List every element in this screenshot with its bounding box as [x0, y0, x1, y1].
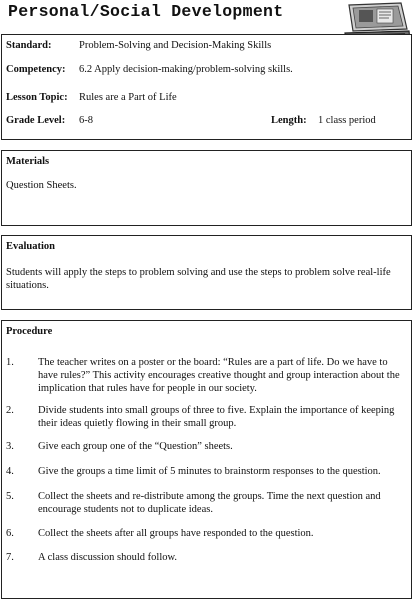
list-item-text: Give each group one of the “Question” sheets.	[38, 441, 233, 452]
evaluation-title: Evaluation	[6, 241, 56, 252]
grade-level-label: Grade Level:	[6, 115, 66, 126]
list-item-text: Collect the sheets and re-distribute among the groups. Time the next question and encourage students not to duplicate ideas.	[38, 491, 381, 515]
standard-value: Problem-Solving and Decision-Making Skills	[79, 40, 272, 51]
materials-title: Materials	[6, 156, 50, 167]
lesson-header-box	[1, 34, 412, 140]
list-item-number: 4.	[6, 466, 14, 477]
lesson-topic-value: Rules are a Part of Life	[79, 92, 177, 103]
materials-text: Question Sheets.	[6, 180, 77, 191]
procedure-title: Procedure	[6, 326, 53, 337]
materials-section	[1, 150, 412, 226]
competency-label: Competency:	[6, 64, 66, 75]
list-item-number: 2.	[6, 405, 14, 416]
list-item-number: 5.	[6, 491, 14, 502]
length-value: 1 class period	[318, 115, 376, 126]
list-item-text: Give the groups a time limit of 5 minutes to brainstorm responses to the question.	[38, 466, 381, 477]
list-item-number: 6.	[6, 528, 14, 539]
list-item-text: Divide students into small groups of three to five. Explain the importance of keeping their ideas quietly flowing in their small group.	[38, 405, 395, 429]
length-label: Length:	[271, 115, 307, 126]
page-title: Personal/Social Development	[8, 2, 284, 21]
evaluation-text: Students will apply the steps to problem solving and use the steps to problem solve real-life situations.	[6, 267, 391, 291]
list-item-number: 1.	[6, 357, 14, 368]
list-item-text: A class discussion should follow.	[38, 552, 178, 563]
list-item-text: The teacher writes on a poster or the board: “Rules are a part of life. Do we have to have rules?” This activity encourages creative thought and group interaction about the implication that rules have for people in our society.	[38, 357, 400, 394]
lesson-topic-label: Lesson Topic:	[6, 92, 68, 103]
grade-level-value: 6-8	[79, 115, 93, 126]
evaluation-section	[1, 235, 412, 310]
list-item-number: 7.	[6, 552, 14, 563]
list-item-number: 3.	[6, 441, 14, 452]
procedure-section	[1, 320, 412, 599]
competency-value: 6.2 Apply decision-making/problem-solving skills.	[79, 64, 293, 75]
standard-label: Standard:	[6, 40, 52, 51]
list-item-text: Collect the sheets after all groups have responded to the question.	[38, 528, 314, 539]
